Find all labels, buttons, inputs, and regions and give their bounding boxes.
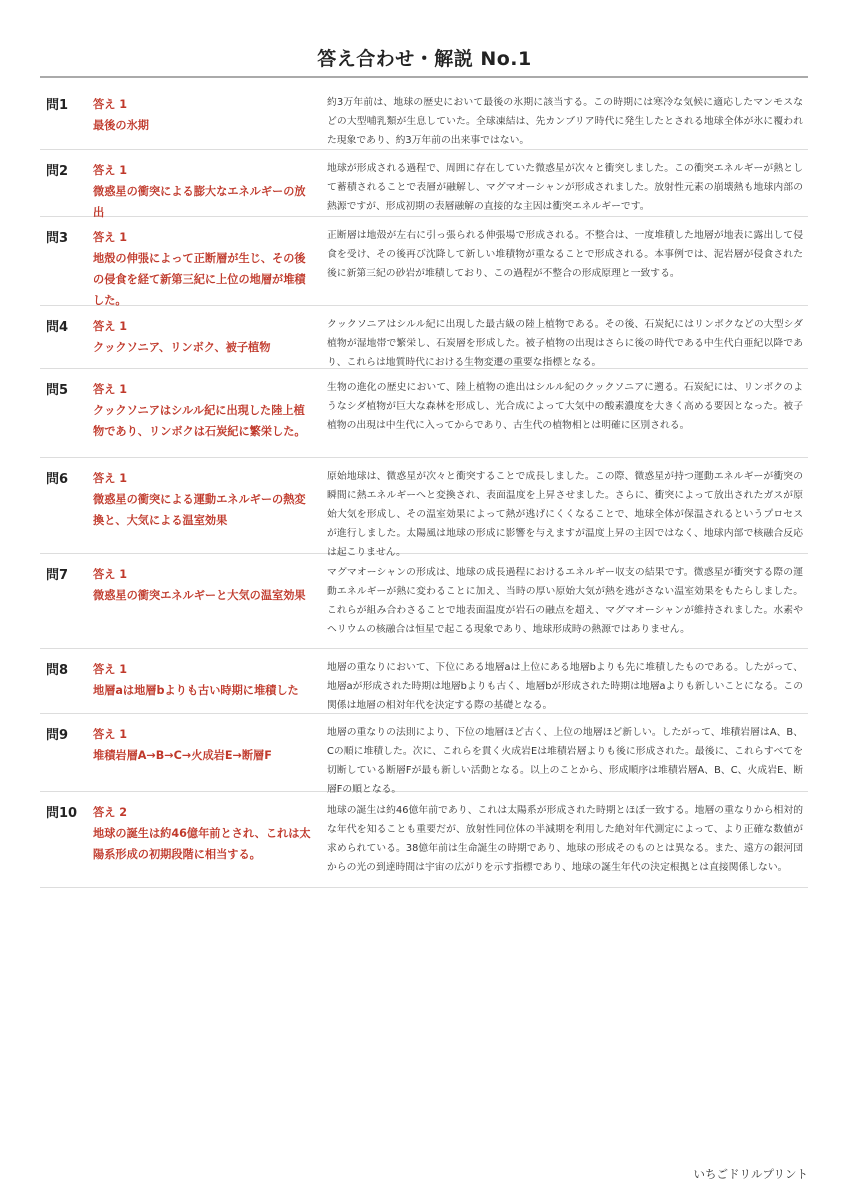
answer-row [40,792,808,888]
answer [93,379,315,442]
answer [93,659,315,701]
answer-text: 微惑星の衝突による運動エネルギーの熱変換と、大気による温室効果 [93,493,306,527]
answer-text: 堆積岩層A→B→C→火成岩E→断層F [93,749,272,762]
answer-code: 答え 1 [93,164,128,177]
answer-text: 微惑星の衝突エネルギーと大気の温室効果 [93,589,306,602]
explanation: 原始地球は、微惑星が次々と衝突することで成長しました。この際、微惑星が持つ運動エネルギーが衝突の瞬間に熱エネルギーへと変換され、表面温度を上昇させました。さらに、衝突によって放出されたガスが原始大気を形成し、その温室効果によって熱が逃げにくくなることで、地球全体が保温されるというプロセスが進行しました。太陽風は地球の形成に影響を与えますが温度上昇の主因ではなく、地球内部で核融合反応は起こりません。 [327,471,803,558]
answer-code: 答え 1 [93,320,128,333]
explanation: 生物の進化の歴史において、陸上植物の進出はシルル紀のクックソニアに遡る。石炭紀には、リンボクのようなシダ植物が巨大な森林を形成し、光合成によって大気中の酸素濃度を大きく高める要因となった。被子植物の出現は中生代に入ってからであり、古生代の植物相とは明確に区別される。 [327,382,803,431]
answer-code: 答え 2 [93,806,128,819]
question-number: 問3 [46,231,69,246]
answer [93,94,315,136]
question-number: 問6 [46,472,69,487]
answer-row [40,649,808,714]
answer-text: 微惑星の衝突による膨大なエネルギーの放出 [93,185,306,219]
question-number: 問1 [46,98,69,113]
answer-code: 答え 1 [93,383,128,396]
answer [93,227,315,311]
explanation: 地層の重なりの法則により、下位の地層ほど古く、上位の地層ほど新しい。したがって、堆積岩層はA、B、Cの順に堆積した。次に、これらを貫く火成岩Eは堆積岩層よりも後に形成された。最後に、これらすべてを切断している断層Fが最も新しい活動となる。以上のことから、形成順序は堆積岩層A、B、C、火成岩E、断層Fの順となる。 [327,727,803,795]
answer-row [40,84,808,150]
explanation: 約3万年前は、地球の歴史において最後の氷期に該当する。この時期には寒冷な気候に適応したマンモスなどの大型哺乳類が生息していた。全球凍結は、先カンブリア時代に発生したとされる地球全体が氷に覆われた現象であり、約3万年前の出来事ではない。 [327,97,803,146]
answer-code: 答え 1 [93,472,128,485]
answer-row [40,369,808,458]
page-title: 答え合わせ・解説 No.1 [317,48,532,70]
answer-row [40,714,808,795]
answer-row [40,217,808,306]
question-number: 問9 [46,728,69,743]
explanation: 地球が形成される過程で、周囲に存在していた微惑星が次々と衝突しました。この衝突エネルギーが熱として蓄積されることで表層が融解し、マグマオーシャンが形成されました。放射性元素の崩壊熱も地球内部の熱源ですが、形成初期の表層融解の直接的な主因は衝突エネルギーです。 [327,163,803,212]
answer-text: 最後の氷期 [93,119,149,132]
question-number: 問8 [46,663,69,678]
question-number: 問10 [46,806,78,821]
answer-row [40,150,808,217]
question-number: 問4 [46,320,69,335]
answer [93,802,315,865]
explanation: クックソニアはシルル紀に出現した最古級の陸上植物である。その後、石炭紀にはリンボクなどの大型シダ植物が湿地帯で繁栄し、石炭層を形成した。被子植物の出現はさらに後の時代である中生代白亜紀以降であり、これらは地質時代における生物変遷の重要な指標となる。 [327,319,803,368]
answer [93,724,315,766]
answer-code: 答え 1 [93,231,128,244]
explanation: 地層の重なりにおいて、下位にある地層aは上位にある地層bよりも先に堆積したものである。したがって、地層aが形成された時期は地層bよりも古く、地層bが形成された時期は地層aよりも新しいことになる。この関係は地層の相対年代を決定する際の基礎となる。 [327,662,803,711]
answer [93,316,315,358]
footer-brand: いちごドリルプリント [693,1167,808,1181]
question-number: 問2 [46,164,69,179]
answer [93,160,315,223]
answer [93,468,315,531]
answer-code: 答え 1 [93,728,128,741]
question-number: 問5 [46,383,69,398]
title-divider [40,76,808,78]
answer-text: クックソニアはシルル紀に出現した陸上植物であり、リンボクは石炭紀に繁栄した。 [93,404,306,438]
answer-list [40,84,808,888]
answer-text: 地球の誕生は約46億年前とされ、これは太陽系形成の初期段階に相当する。 [93,827,311,861]
answer-code: 答え 1 [93,98,128,111]
answer-code: 答え 1 [93,663,128,676]
question-number: 問7 [46,568,69,583]
answer-text: 地層aは地層bよりも古い時期に堆積した [93,684,299,697]
answer [93,564,315,606]
answer-row [40,554,808,649]
explanation: 正断層は地殻が左右に引っ張られる伸張場で形成される。不整合は、一度堆積した地層が地表に露出して侵食を受け、その後再び沈降して新しい堆積物が重なることで形成される。本事例では、泥岩層が侵食された後に新第三紀の砂岩が堆積しており、この過程が不整合の形成原理と一致する。 [327,230,803,279]
answer-row [40,458,808,558]
answer-row [40,306,808,369]
answer-text: 地殻の伸張によって正断層が生じ、その後の侵食を経て新第三紀に上位の地層が堆積した。 [93,252,306,307]
answer-code: 答え 1 [93,568,128,581]
answer-text: クックソニア、リンボク、被子植物 [93,341,271,354]
explanation: 地球の誕生は約46億年前であり、これは太陽系が形成された時期とほぼ一致する。地層の重なりから相対的な年代を知ることも重要だが、放射性同位体の半減期を利用した絶対年代測定によって、より正確な数値が求められている。38億年前は生命誕生の時期であり、地球の形成そのものとは異なる。また、遠方の銀河団からの光の到達時間は宇宙の広がりを示す指標であり、地球の誕生年代の決定根拠とは直接関係しない。 [327,805,803,873]
explanation: マグマオーシャンの形成は、地球の成長過程におけるエネルギー収支の結果です。微惑星が衝突する際の運動エネルギーが熱に変わることに加え、当時の厚い原始大気が熱を逃がさない温室効果をもたらしました。これらが組み合わさることで地表面温度が岩石の融点を超え、マグマオーシャンが維持されました。水素やヘリウムの核融合は恒星で起こる現象であり、地球形成時の熱源ではありません。 [327,567,803,635]
